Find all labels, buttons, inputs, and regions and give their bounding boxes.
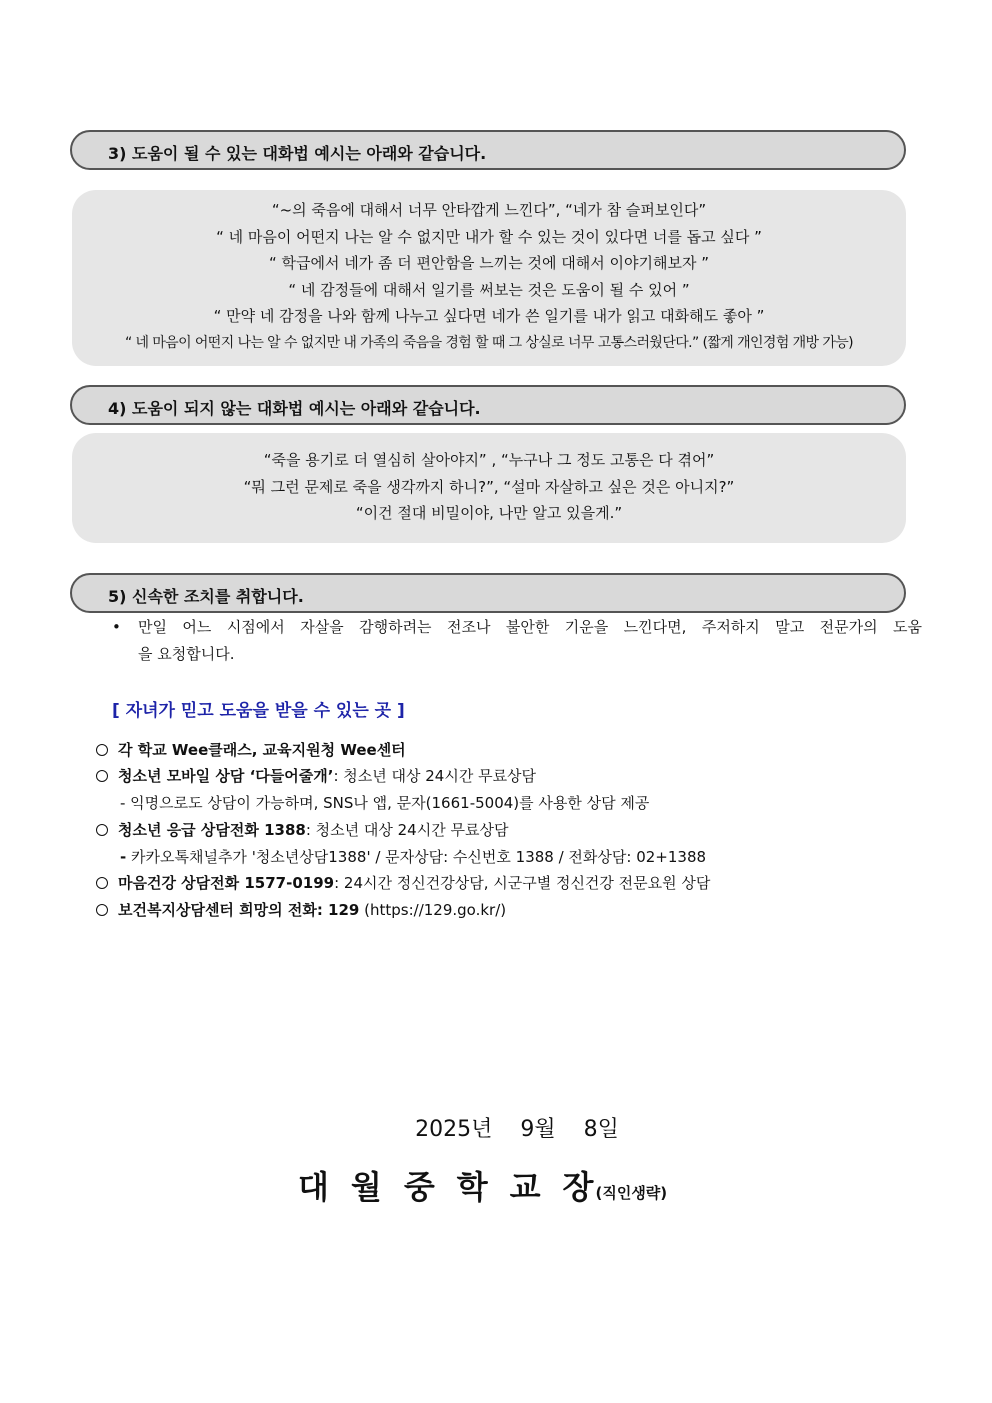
principal-name: 대월중학교장 [298, 1168, 616, 1206]
resource-1388-detail: - 카카오톡채널추가 '청소년상담1388' / 문자상담: 수신번호 1388 / 전화상담: 02+1388 [120, 848, 707, 866]
action-bullet-line-2: 을 요청합니다. [138, 645, 235, 663]
unhelpful-examples-box [72, 433, 906, 543]
resource-item-129: 보건복지상담센터 희망의 전화: 129 (https://129.go.kr/) [96, 900, 506, 920]
unhelpful-example-3: “이건 절대 비밀이야, 나만 알고 있을게.” [355, 504, 623, 522]
helpful-example-2: “ 네 마음이 어떤지 나는 알 수 없지만 내가 할 수 있는 것이 있다면 너를 돕고 싶다 ” [216, 227, 762, 246]
section-3-heading-bar [70, 130, 906, 170]
resource-item-mobile-counsel: 청소년 모바일 상담 ‘다들어줄개’: 청소년 대상 24시간 무료상담 [96, 766, 536, 786]
principal-signature [298, 1162, 667, 1208]
seal-omitted-note: (직인생략) [595, 1184, 668, 1202]
section-4-heading: 4) 도움이 되지 않는 대화법 예시는 아래와 같습니다. [108, 399, 481, 418]
unhelpful-example-2: “뭐 그런 문제로 죽을 생각까지 하니?”, “설마 자살하고 싶은 것은 아니지?” [243, 477, 735, 496]
bullet-icon: • [112, 618, 121, 636]
unhelpful-example-1: “죽을 용기로 더 열심히 살아야지” , “누구나 그 정도 고통은 다 겪어” [263, 451, 715, 469]
resource-item-1388: 청소년 응급 상담전화 1388: 청소년 대상 24시간 무료상담 [96, 820, 508, 840]
circle-icon [96, 877, 108, 889]
resource-mobile-detail: - 익명으로도 상담이 가능하며, SNS나 앱, 문자(1661-5004)를 사용한 상담 제공 [120, 794, 650, 812]
action-bullet [112, 614, 922, 668]
section-4-heading-bar [70, 385, 906, 425]
section-5-heading-bar [70, 573, 906, 613]
section-5-heading: 5) 신속한 조치를 취합니다. [108, 587, 304, 606]
resource-item-wee: 각 학교 Wee클래스, 교육지원청 Wee센터 [96, 740, 406, 760]
helpful-example-5: “ 만약 네 감정을 나와 함께 나누고 싶다면 네가 쓴 일기를 내가 읽고 대화해도 좋아 ” [213, 307, 765, 325]
help-resources-title: [ 자녀가 믿고 도움을 받을 수 있는 곳 ] [112, 701, 405, 721]
helpful-example-1: “~의 죽음에 대해서 너무 안타깝게 느낀다”, “네가 참 슬퍼보인다” [271, 201, 707, 219]
helpful-example-4: “ 네 감정들에 대해서 일기를 써보는 것은 도움이 될 수 있어 ” [288, 280, 690, 299]
helpful-example-3: “ 학급에서 네가 좀 더 편안함을 느끼는 것에 대해서 이야기해보자 ” [269, 254, 709, 272]
resource-item-mental-health: 마음건강 상담전화 1577-0199: 24시간 정신건강상담, 시군구별 정신건강 전문요원 상담 [96, 873, 710, 893]
action-bullet-line-1: 만일 어느 시점에서 자살을 감행하려는 전조나 불안한 기운을 느낀다면, 주저하지 말고 전문가의 도움 [138, 618, 922, 636]
document-date: 2025년 9월 8일 [415, 1117, 619, 1142]
circle-icon [96, 824, 108, 836]
circle-icon [96, 770, 108, 782]
circle-icon [96, 904, 108, 916]
helpful-examples-box [72, 190, 906, 366]
helpful-example-6: “ 네 마음이 어떤지 나는 알 수 없지만 내 가족의 죽음을 경험 할 때 그 상실로 너무 고통스러웠단다.” (짧게 개인경험 개방 가능) [124, 334, 854, 351]
section-3-heading: 3) 도움이 될 수 있는 대화법 예시는 아래와 같습니다. [108, 144, 487, 163]
circle-icon [96, 744, 108, 756]
